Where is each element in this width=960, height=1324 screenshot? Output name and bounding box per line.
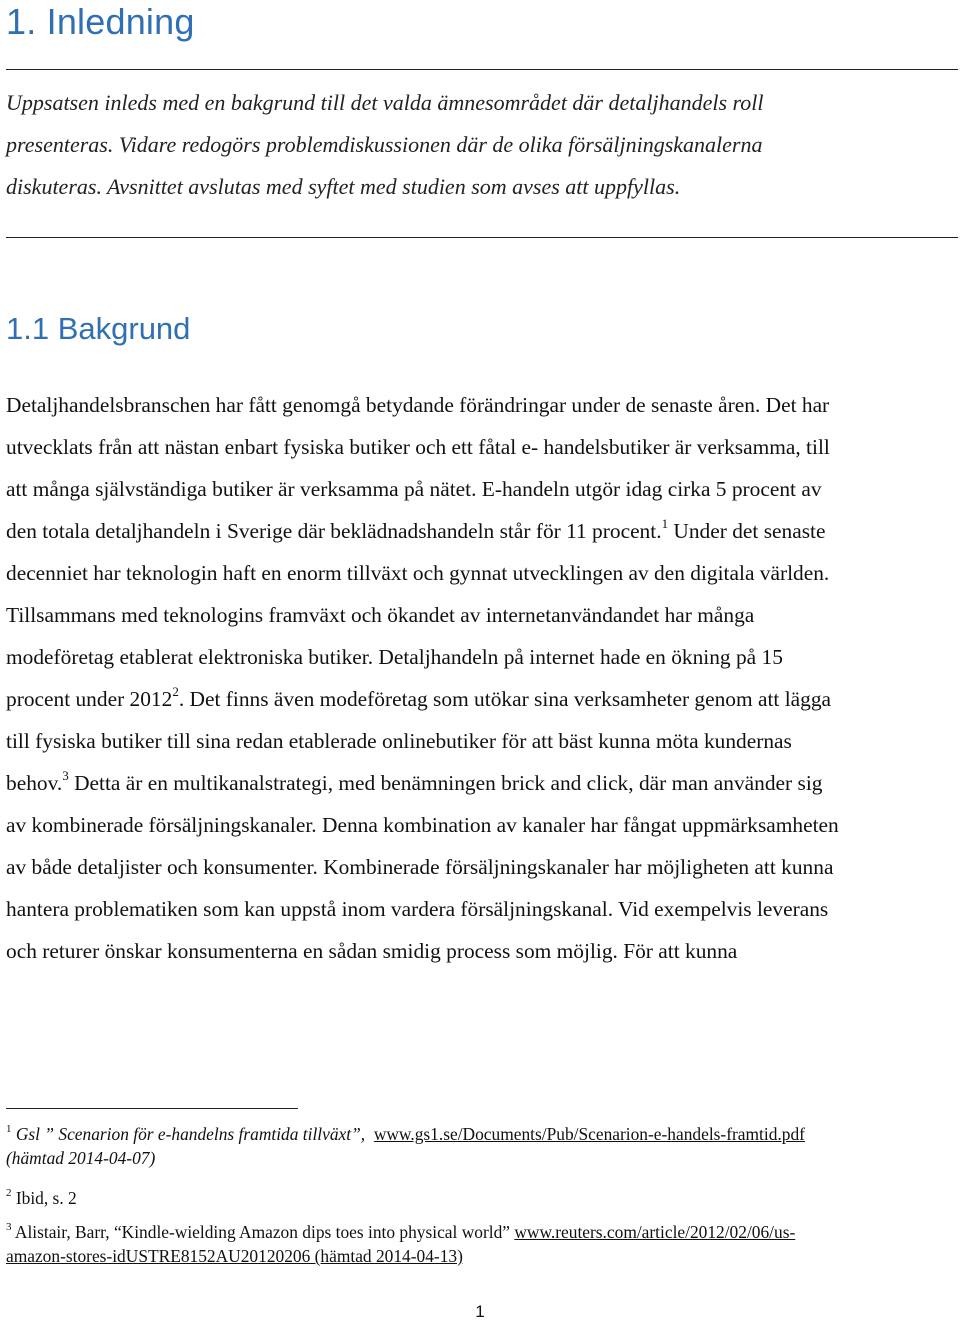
body-line bbox=[6, 762, 958, 804]
body-text: den totala detaljhandeln i Sverige där beklädnadshandeln står för 11 procent. bbox=[6, 519, 662, 543]
body-line bbox=[6, 678, 958, 720]
footnote-date: (hämtad 2014-04-07) bbox=[6, 1148, 156, 1168]
body-text: . Det finns även modeföretag som utökar sina verksamheter genom att lägga bbox=[178, 687, 832, 711]
body-line: och returer önskar konsumenterna en sådan smidig process som möjlig. För att kunna bbox=[6, 939, 738, 963]
body-line: Tillsammans med teknologins framväxt och ökandet av internetanvändandet har många bbox=[6, 603, 755, 627]
intro-rule bbox=[6, 237, 958, 238]
subsection-heading: 1.1 Bakgrund bbox=[6, 311, 191, 346]
intro-line: Uppsatsen inleds med en bakgrund till det valda ämnesområdet där detaljhandels roll bbox=[6, 90, 764, 115]
intro-line: presenteras. Vidare redogörs problemdiskussionen där de olika försäljningskanalerna bbox=[6, 132, 763, 157]
body-text: Detta är en multikanalstrategi, med benämningen brick and click, där man använder sig bbox=[68, 771, 823, 795]
body-text: Under det senaste bbox=[668, 519, 826, 543]
footnote-number: 3 bbox=[6, 1221, 12, 1234]
intro-line: diskuteras. Avsnittet avslutas med syftet med studien som avses att uppfyllas. bbox=[6, 174, 681, 199]
section-heading: 1. Inledning bbox=[6, 1, 195, 42]
body-line: att många självständiga butiker är verksamma på nätet. E-handeln utgör idag cirka 5 procent av bbox=[6, 477, 822, 501]
footnote-2 bbox=[6, 1186, 958, 1210]
footnote-link[interactable]: www.gs1.se/Documents/Pub/Scenarion-e-handels-framtid.pdf bbox=[373, 1124, 805, 1144]
body-paragraph bbox=[6, 384, 958, 972]
footnote-link-continued[interactable]: amazon-stores-idUSTRE8152AU20120206 (hämtad 2014-04-13) bbox=[6, 1246, 463, 1266]
footnote-ref[interactable]: 2 bbox=[172, 683, 179, 699]
heading-rule bbox=[6, 69, 958, 70]
body-line: av kombinerade försäljningskanaler. Denna kombination av kanaler har fångat uppmärksamheten bbox=[6, 813, 839, 837]
body-line: Detaljhandelsbranschen har fått genomgå betydande förändringar under de senaste åren. Det har bbox=[6, 393, 830, 417]
body-line: till fysiska butiker till sina redan etablerade onlinebutiker för att bäst kunna möta kundernas bbox=[6, 729, 792, 753]
footnote-number: 2 bbox=[6, 1187, 12, 1200]
footnote-ref[interactable]: 1 bbox=[661, 515, 669, 531]
body-line: decenniet har teknologin haft en enorm tillväxt och gynnat utvecklingen av den digitala världen. bbox=[6, 561, 830, 585]
body-text: procent under 2012 bbox=[6, 687, 173, 711]
body-line: av både detaljister och konsumenter. Kombinerade försäljningskanaler har möjligheten att kunna bbox=[6, 855, 834, 879]
body-text: behov. bbox=[6, 771, 63, 795]
footnote-title: Gsl ” Scenarion för e-handelns framtida tillväxt”, bbox=[11, 1124, 366, 1144]
intro-paragraph bbox=[6, 82, 956, 208]
footnote-link[interactable]: www.reuters.com/article/2012/02/06/us- bbox=[514, 1222, 796, 1242]
footnote-text: Ibid, s. 2 bbox=[11, 1188, 77, 1208]
footnote-number: 1 bbox=[6, 1123, 12, 1136]
body-line: modeföretag etablerat elektroniska butiker. Detaljhandeln på internet hade en ökning på 15 bbox=[6, 645, 783, 669]
footnote-text: Alistair, Barr, “Kindle-wielding Amazon dips toes into physical world” bbox=[11, 1222, 515, 1242]
page-number: 1 bbox=[475, 1302, 485, 1321]
footnote-separator bbox=[6, 1108, 298, 1109]
body-line bbox=[6, 510, 958, 552]
body-line: hantera problematiken som kan uppstå inom vardera försäljningskanal. Vid exempelvis leverans bbox=[6, 897, 829, 921]
footnote-1 bbox=[6, 1122, 958, 1170]
footnote-3 bbox=[6, 1220, 958, 1268]
footnote-ref[interactable]: 3 bbox=[62, 767, 69, 783]
body-line: utvecklats från att nästan enbart fysiska butiker och ett fåtal e- handelsbutiker är verksamma, till bbox=[6, 435, 830, 459]
